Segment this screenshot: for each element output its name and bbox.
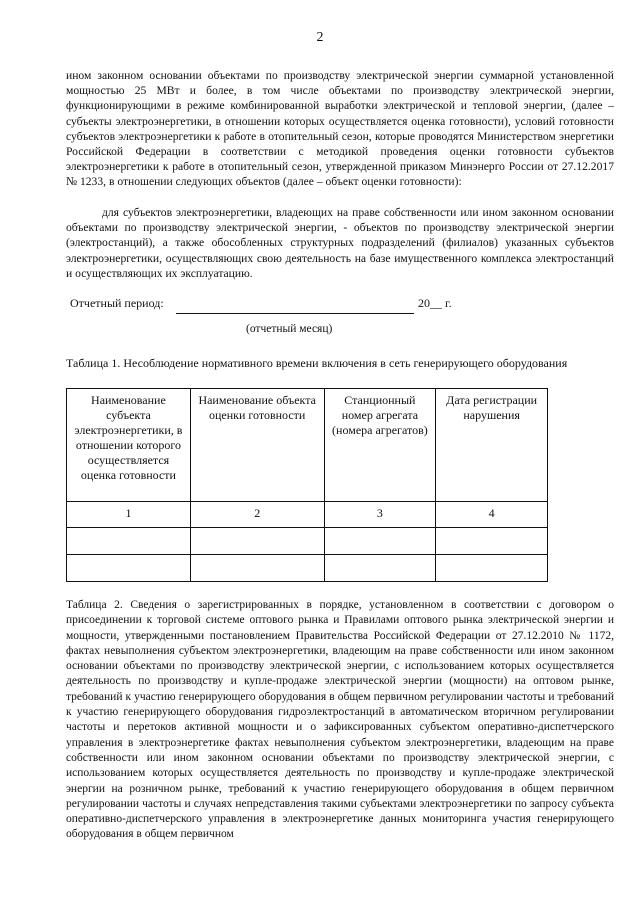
column-number-cell: 3 (324, 502, 436, 528)
table-cell (436, 528, 548, 555)
reporting-period-caption: (отчетный месяц) (246, 323, 333, 335)
table-header-row (67, 389, 548, 502)
reporting-period-label: Отчетный период: (70, 296, 164, 310)
table-column-number-row (67, 502, 548, 528)
page-number: 2 (316, 30, 324, 45)
table-cell (190, 555, 324, 582)
column-number-cell: 4 (436, 502, 548, 528)
column-number-cell: 2 (190, 502, 324, 528)
table-header-cell: Дата регистрации нарушения (436, 389, 548, 502)
table-header-cell: Станционный номер агрегата (номера агрегатов) (324, 389, 436, 502)
table-cell (190, 528, 324, 555)
table-row (67, 555, 548, 582)
intro-paragraph: ином законном основании объектами по производству электрической энергии суммарной установленной мощностью 25 МВт и более, в том числе объектами по производству электрической энергии, функционирующими в режиме комбинированной выработки электрической и тепловой энергии, (далее – субъекты электроэнергетики, в отношении которых осуществляется оценка готовности), условий готовности субъектов электроэнергетики к работе в отопительный сезон, которые проводятся Министерством энергетики Российской Федерации в соответствии с методикой проведения оценки готовности субъектов электроэнергетики к работе в отопительный сезон, утвержденной приказом Минэнерго России от 27.12.2017 № 1233, в отношении следующих объектов (далее – объект оценки готовности): (66, 69, 614, 189)
table-2-description: Таблица 2. Сведения о зарегистрированных в порядке, установленном в соответствии с договором о присоединении к торговой системе оптового рынка и Правилами оптового рынка электрической энергии и мощности, утвержденными постановлением Правительства Российской Федерации от 27.12.2010 № 1172, фактах невыполнения субъектом электроэнергетики, владеющим на праве собственности или ином законном основании объектами по производству электрической энергии, с использованием которых осуществляется деятельность по производству и купле-продаже электрической энергии (мощности) на оптовом рынке, требований к участию генерирующего оборудования в общем первичном регулировании частоты и требований к участию генерирующего оборудования гидроэлектростанций в автоматическом вторичном регулировании частоты и перетоков активной мощности и о зафиксированных субъектом оперативно-диспетчерского управления в электроэнергетике фактах невыполнения субъектом электроэнергетики, владеющим на праве собственности или ином законном основании объектами по производству электрической энергии, с использованием которых осуществляется деятельность по производству и купле-продаже электрической энергии на розничном рынке, требований к участию генерирующего оборудования в общем первичном регулировании частоты и случаях непредставления такими субъектами электроэнергетики по запросу субъекта оперативно-диспетчерского управления в электроэнергетике данных мониторинга участия генерирующего оборудования в общем первичном (66, 599, 614, 841)
table-1 (66, 388, 548, 582)
table-row (67, 528, 548, 555)
table-cell (67, 528, 191, 555)
reporting-period-row (70, 296, 610, 316)
reporting-period-blank-line (176, 313, 414, 314)
column-number-cell: 1 (67, 502, 191, 528)
scope-paragraph: для субъектов электроэнергетики, владеющих на праве собственности или ином законном основании объектами по производству электрической энергии, - объектов по производству электрической энергии (электростанций), а также обособленных структурных подразделений (филиалов) указанных субъектов электроэнергетики, осуществляющих свою деятельность на базе имущественного комплекса электростанций и осуществляющих их эксплуатацию. (66, 206, 614, 280)
table-1-caption: Таблица 1. Несоблюдение нормативного времени включения в сеть генерирующего оборудования (66, 356, 568, 370)
table-header-cell: Наименование субъекта электроэнергетики, в отношении которого осуществляется оценка готовности (67, 389, 191, 502)
table-cell (324, 555, 436, 582)
table-cell (436, 555, 548, 582)
table-header-cell: Наименование объекта оценки готовности (190, 389, 324, 502)
reporting-period-year: 20__ г. (418, 296, 452, 310)
table-cell (67, 555, 191, 582)
table-cell (324, 528, 436, 555)
